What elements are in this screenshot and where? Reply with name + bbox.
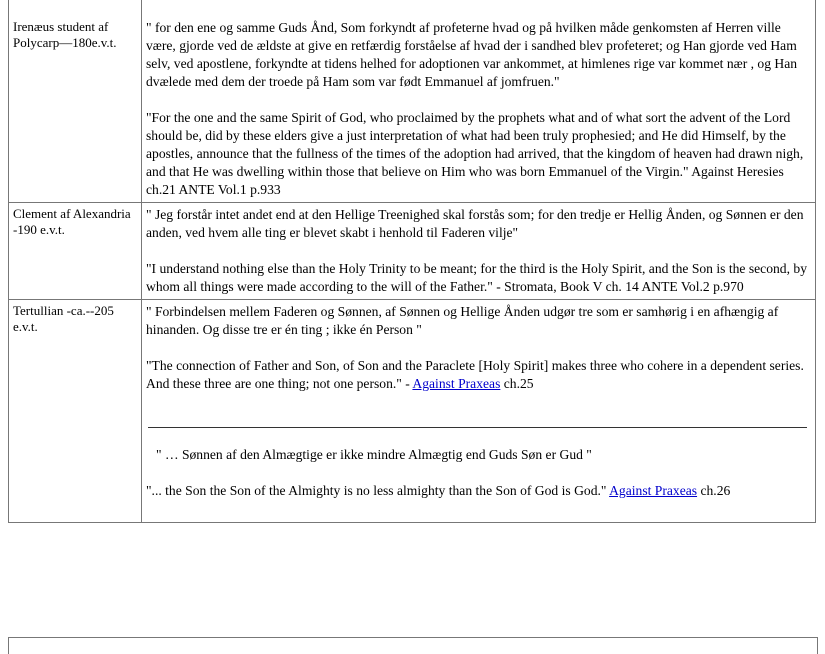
english-quote	[146, 357, 811, 393]
author-name: Clement af Alexandria -190 e.v.t.	[13, 206, 131, 237]
author-name: Tertullian -ca.--205 e.v.t.	[13, 303, 114, 334]
author-name: Irenæus student af Polycarp—180e.v.t.	[13, 19, 117, 50]
next-row-border	[8, 637, 818, 654]
english-quote-ref: ch.26	[697, 483, 731, 498]
quote-cell	[142, 0, 816, 203]
danish-quote: " Jeg forstår intet andet end at den Hellige Treenighed skal forstås som; for den tredje er Hellig Ånden, og Sønnen er den anden, ved hvem alle ting er blevet skabt i henhold til Faderen vilje"	[146, 207, 804, 240]
against-praxeas-link[interactable]: Against Praxeas	[609, 483, 698, 498]
author-cell	[9, 0, 142, 203]
table-row	[9, 300, 816, 523]
danish-quote: " Forbindelsen mellem Faderen og Sønnen, af Sønnen og Hellige Ånden udgør tre som er samhørig i en afhængig af hinanden. Og disse tre er én ting ; ikke én Person "	[146, 304, 779, 337]
quote-cell	[142, 203, 816, 300]
english-quote	[146, 482, 811, 500]
danish-quote: " … Sønnen af den Almægtige er ikke mindre Almægtig end Guds Søn er Gud "	[156, 447, 592, 462]
english-quote: "I understand nothing else than the Holy Trinity to be meant; for the third is the Holy Spirit, and the Son is the second, by whom all things were made according to the will of the Father." - Stromata, Book V ch. 14 ANTE Vol.2 p.970	[146, 261, 807, 294]
danish-quote: " for den ene og samme Guds Ånd, Som forkyndt af profeterne hvad og på hvilken måde genkomsten af Herren ville være, gjorde ved de ældste at give en retfærdig forståelse af hvad der i sandhed blev profeteret; og Han gjorde ved Ham selv, ved apostlene, forkyndte at tidens helhed for adoptionen var ankommet, at himlenes rige var kommet nær , og Han dvælede med dem der troede på Ham som var født Emmanuel af jomfruen."	[146, 20, 798, 89]
english-quote-ref: ch.25	[500, 376, 534, 391]
author-cell	[9, 300, 142, 523]
table-row	[9, 203, 816, 300]
english-quote-text: "... the Son the Son of the Almighty is no less almighty than the Son of God is God."	[146, 483, 610, 498]
english-quote-text: "The connection of Father and Son, of Son and the Paraclete [Holy Spirit] makes three who cohere in a dependent series. And these three are one thing; not one person." -	[146, 358, 804, 391]
quotes-table	[8, 0, 816, 523]
english-quote: "For the one and the same Spirit of God, who proclaimed by the prophets what and of what sort the advent of the Lord should be, did by these elders give a just interpretation of what had been truly prophesied; and He did Himself, by the apostles, announce that the fullness of the times of the adoption had arrived, that the kingdom of heaven had drawn nigh, and that He was dwelling within those that believe on Him who was born Emmanuel of the Virgin." Against Heresies ch.21 ANTE Vol.1 p.933	[146, 110, 804, 197]
against-praxeas-link[interactable]: Against Praxeas	[412, 376, 501, 391]
table-row	[9, 0, 816, 203]
author-cell	[9, 203, 142, 300]
quote-cell	[142, 300, 816, 523]
